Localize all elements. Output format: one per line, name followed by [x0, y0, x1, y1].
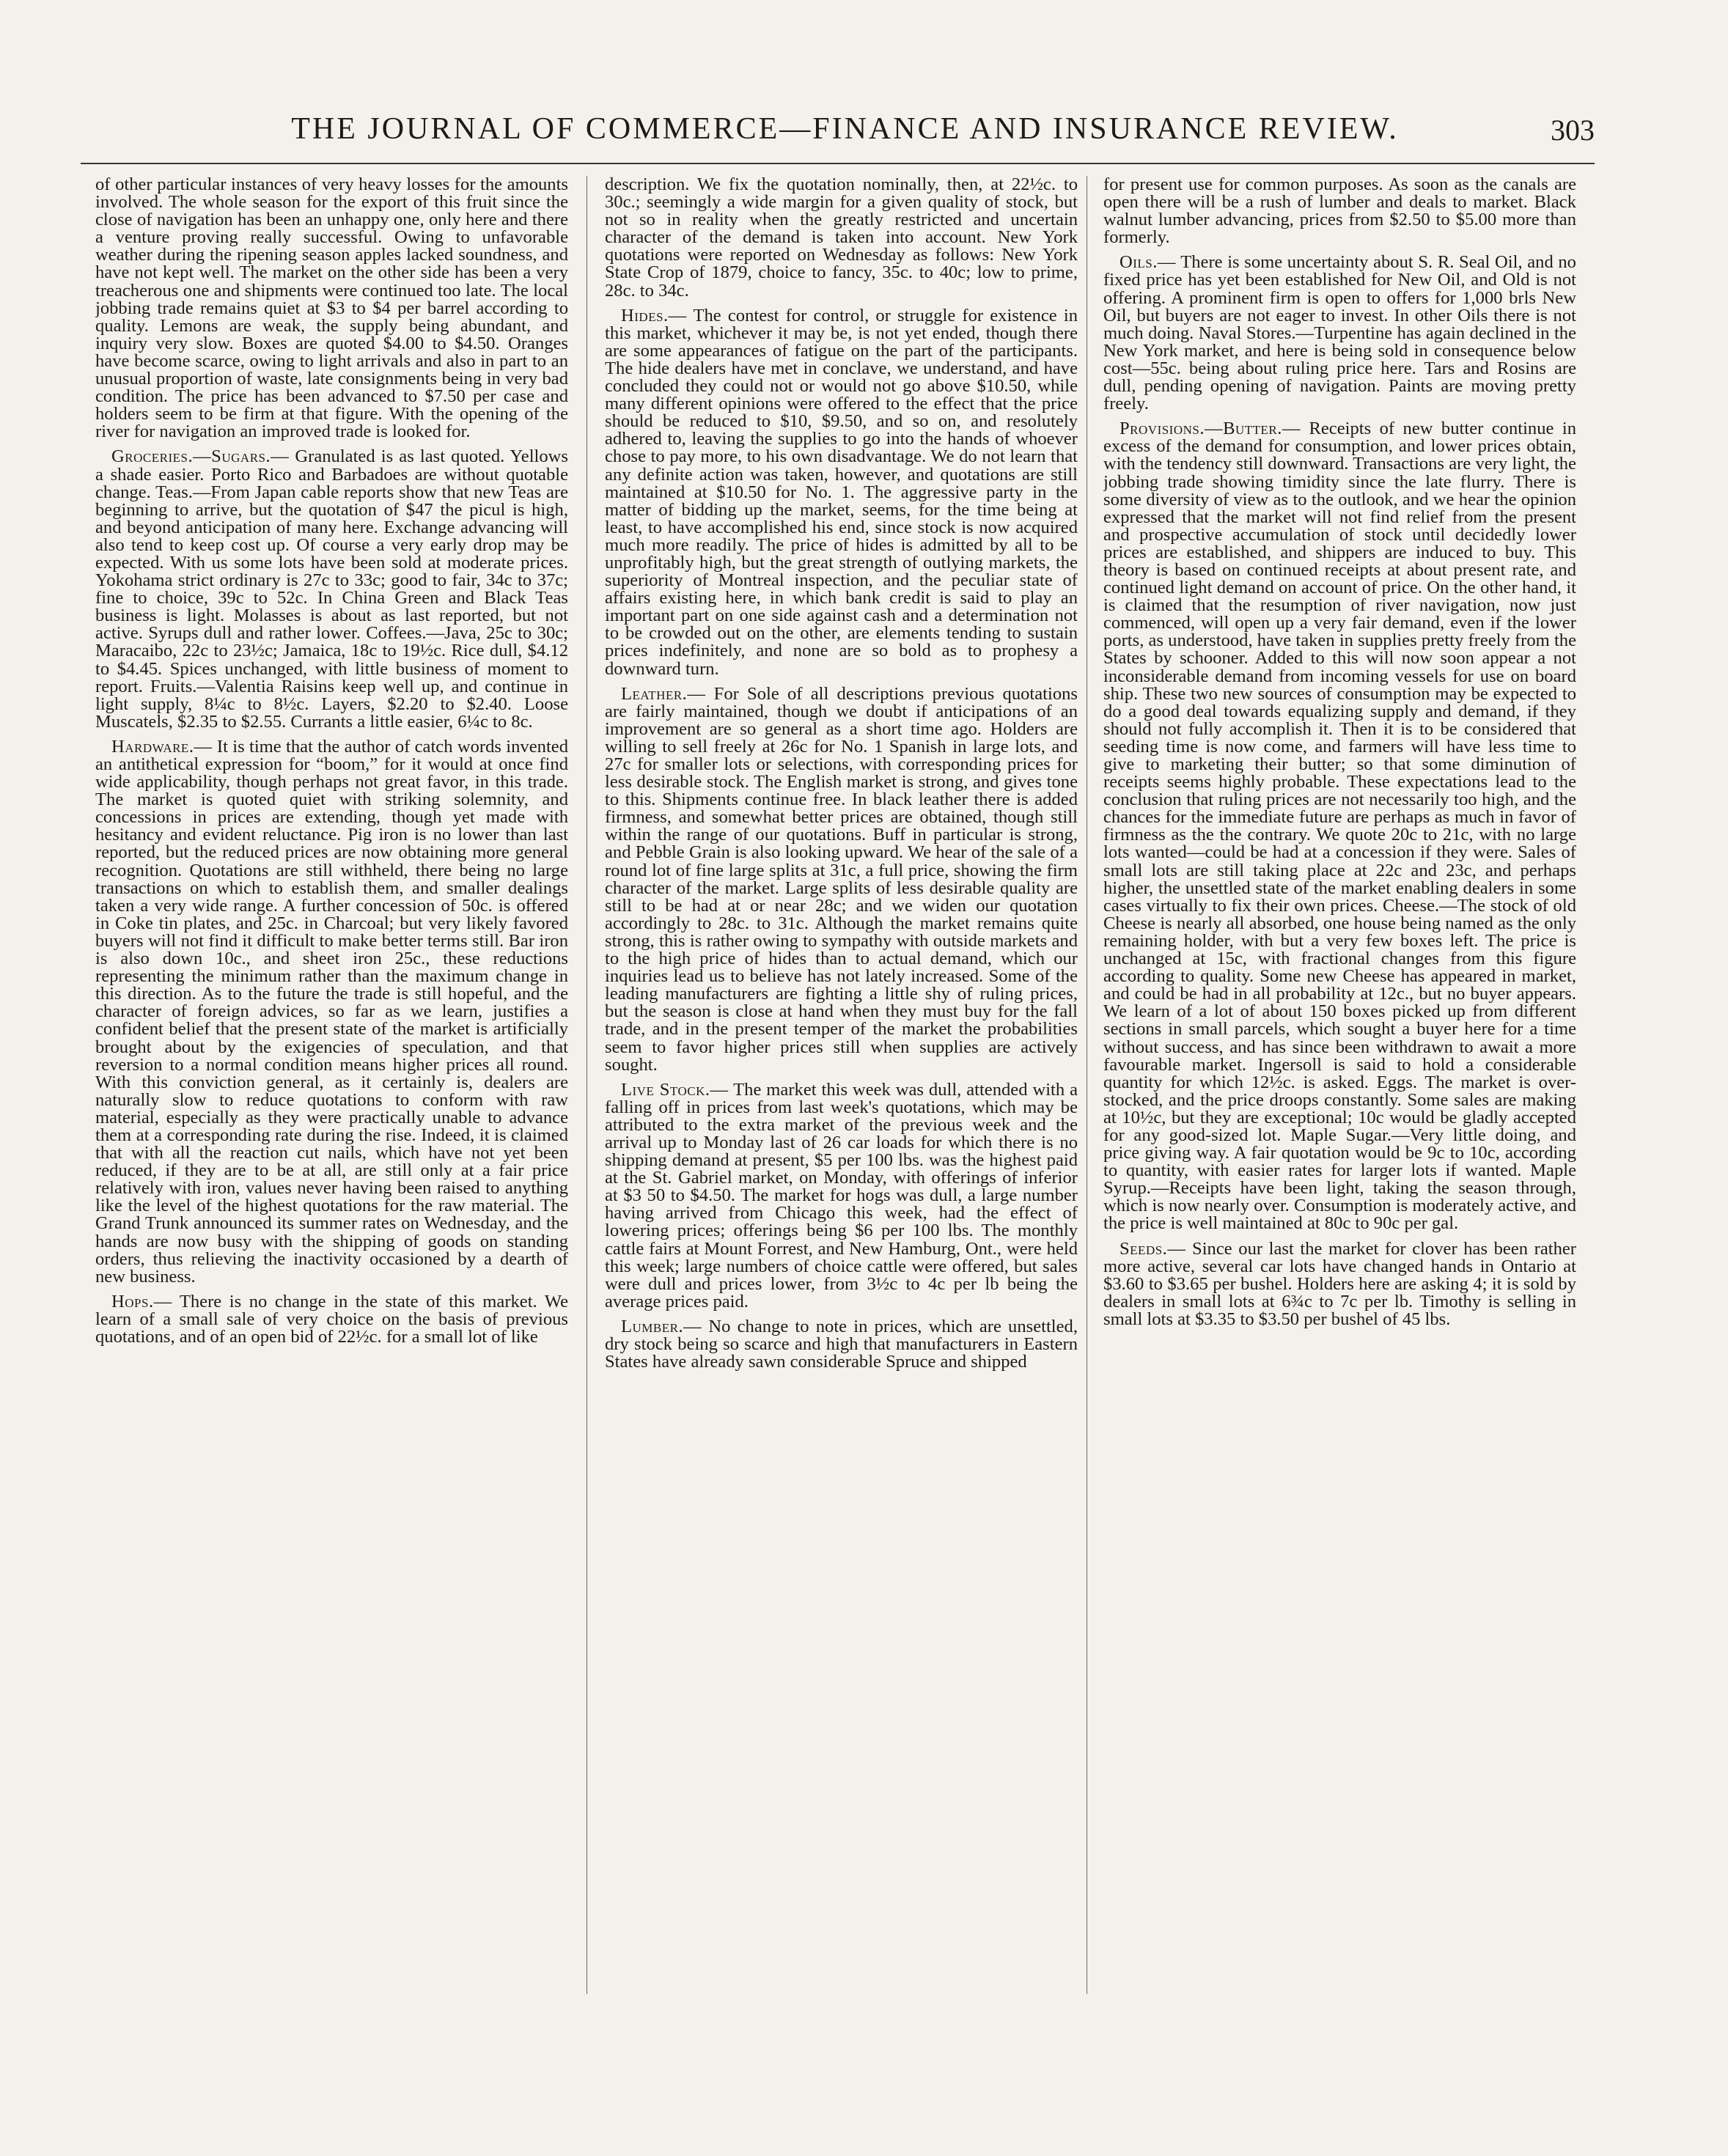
paragraph-text: Receipts of new butter continue in excess of the demand for consumption, and lower prices obtain, with the tendency still downward. Transactions are very light, the jobbing trade showing timidity since the late flurry. There is some diversity of view as to the outlook, and we hear the opinion expressed that the market will not find relief from the present and prospective accumulation of stock until decidedly lower prices are established, and shippers are induced to buy. This theory is based on continued receipts at about present rate, and continued light demand on account of price. On the other hand, it is claimed that the resumption of river navigation, now just commenced, will open up a very fair demand, even if the lower ports, as understood, have taken in supplies pretty freely from the States by schooner. Added to this will now soon appear a not inconsiderable demand from incoming vessels for use on board ship. These two new sources of consumption may be expected to do a good deal towards equalizing supply and demand, if they should not fully accomplish it. Then it is to be considered that seeding time is now come, and farmers will have less time to give to marketing their butter; so that some diminution of receipts seems highly probable. These expectations lead to the conclusion that ruling prices are not necessarily too high, and the chances for the immediate future are perhaps as much in favor of firmness as the the contrary. We quote 20c to 21c, with no large lots wanted—could be had at a concession if they were. Sales of small lots are still taking place at 22c and 23c, and perhaps higher, the unsettled state of the market enabling dealers in some cases virtually to fix their own prices. Cheese.—The stock of old Cheese is nearly all absorbed, one house being named as the only remaining holder, with but a very few boxes left. The price is unchanged at 15c, with fractional changes from this figure according to quality. Some new Cheese has appeared in market, and could be had in all probability at 12c., but no buyer appears. We learn of a lot of about 150 boxes picked up from different sections in small parcels, which sought a buyer here for a time without success, and has since been withdrawn to await a more favourable market. Ingersoll is said to hold a considerable quantity for which 12½c. is asked. Eggs. The market is over-stocked, and the price droops constantly. Some sales are making at 10½c, but they are exceptional; 10c would be gladly accepted for any good-sized lot. Maple Sugar.—Very little doing, and price giving way. A fair quotation would be 9c to 10c, according to quantity, with easier rates for larger lots if wanted. Maple Syrup.—Receipts have been light, taking the season through, which is now nearly over. Consumption is moderately active, and the price is well maintained at 80c to 90c per gal.: [1103, 419, 1576, 1234]
section-lead: Leather.—: [621, 683, 706, 704]
column-2: [605, 176, 1078, 1994]
paragraph-text: There is no change in the state of this market. We learn of a small sale of very choice on the basis of previous quotations, and of an open bid of 22½c. for a small lot of like: [95, 1291, 568, 1347]
running-title: THE JOURNAL OF COMMERCE—FINANCE AND INSURANCE REVIEW.: [291, 112, 1399, 146]
section-lead: Provisions.—Butter.—: [1119, 419, 1301, 439]
paragraph-text: of other particular instances of very heavy losses for the amounts involved. The whole season for the export of this fruit since the close of navigation has been an unhappy one, only here and there a venture proving really successful. Owing to unfavorable weather during the ripening season apples lacked soundness, and have not kept well. The market on the other side has been a very treacherous one and shipments were continued too late. The local jobbing trade remains quiet at $3 to $4 per barrel according to quality. Lemons are weak, the supply being abundant, and inquiry very slow. Boxes are quoted $4.00 to $4.50. Oranges have become scarce, owing to light arrivals and also in part to an unusual proportion of waste, late consignments being in very bad condition. The price has been advanced to $7.50 per case and holders seem to be firm at that figure. With the opening of the river for navigation an improved trade is looked for.: [95, 176, 568, 442]
paragraph: [1103, 1240, 1576, 1328]
paragraph-text: The market this week was dull, attended with a falling off in prices from last week's quotations, which may be attributed to the extra market of the previous week and the arrival up to Monday last of 26 car loads for which there is no shipping demand at present, $5 per 100 lbs. was the highest paid at the St. Gabriel market, on Monday, with offerings of inferior at $3 50 to $4.50. The market for hogs was dull, a large number having arrived from Chicago this week, had the effect of lowering prices; offerings being $6 per 100 lbs. The monthly cattle fairs at Mount Forrest, and New Hamburg, Ont., were held this week; large numbers of choice cattle were offered, but sales were dull and prices lower, from 3½c to 4c per lb being the average prices paid.: [605, 1079, 1078, 1311]
paragraph: [605, 1318, 1078, 1371]
paragraph: [1103, 420, 1576, 1232]
paragraph: [95, 738, 568, 1286]
page-number: 303: [1551, 114, 1595, 147]
paragraph-text: Granulated is as last quoted. Yellows a shade easier. Porto Rico and Barbadoes are without quotable change. Teas.—From Japan cable reports show that new Teas are beginning to arrive, but the quotation of $47 the picul is high, and beyond anticipation of many here. Exchange advancing will also tend to keep cost up. Of course a very early drop may be expected. With us some lots have been sold at moderate prices. Yokohama strict ordinary is 27c to 33c; good to fair, 34c to 37c; fine to choice, 39c to 52c. In China Green and Black Teas business is light. Molasses is about as last reported, but not active. Syrups dull and rather lower. Coffees.—Java, 25c to 30c; Maracaibo, 22c to 23½c; Jamaica, 18c to 19½c. Rice dull, $4.12 to $4.45. Spices unchanged, with little business of moment to report. Fruits.—Valentia Raisins keep well up, and continue in light supply, 8¼c to 8½c. Layers, $2.20 to $2.40. Loose Muscatels, $2.35 to $2.55. Currants a little easier, 6¼c to 8c.: [95, 446, 568, 732]
section-lead: Lumber.—: [621, 1316, 702, 1336]
paragraph-text: Since our last the market for clover has been rather more active, several car lots have changed hands in Ontario at $3.60 to $3.65 per bushel. Holders here are asking 4; it is sold by dealers in small lots at 6¾c to 7c per lb. Timothy is selling in small lots at $3.35 to $3.50 per bushel of 45 lbs.: [1103, 1238, 1576, 1329]
section-lead: Groceries.—Sugars.—: [111, 446, 290, 467]
paragraph-text: description. We fix the quotation nominally, then, at 22½c. to 30c.; seemingly a wide margin for a given quality of stock, but not so in reality when the greatly restricted and uncertain character of the demand is taken into account. New York quotations were reported on Wednesday as follows: New York State Crop of 1879, choice to fancy, 35c. to 40c; low to prime, 28c. to 34c.: [605, 176, 1078, 301]
section-lead: Oils.—: [1119, 252, 1177, 273]
paragraph-text: for present use for common purposes. As soon as the canals are open there will be a rush of lumber and deals to market. Black walnut lumber advancing, prices from $2.50 to $5.00 more than formerly.: [1103, 176, 1576, 248]
section-lead: Hides.—: [621, 305, 687, 325]
section-lead: Hardware.—: [111, 736, 213, 757]
paragraph: [1103, 176, 1576, 246]
column-1: [95, 176, 568, 1994]
section-lead: Seeds.—: [1119, 1238, 1186, 1259]
paragraph: [605, 1081, 1078, 1311]
header-rule: [81, 163, 1595, 164]
paragraph-text: There is some uncertainty about S. R. Seal Oil, and no fixed price has yet been established for New Oil, and Old is not offering. A prominent firm is open to offers for 1,000 brls New Oil, but buyers are not eager to invest. In other Oils there is not much doing. Naval Stores.—Turpentine has again declined in the New York market, and here is being sold in consequence below cost—55c. being about ruling price here. Tars and Rosins are dull, pending opening of navigation. Paints are moving pretty freely.: [1103, 252, 1576, 414]
paragraph-text: For Sole of all descriptions previous quotations are fairly maintained, though we doubt if anticipations of an improvement are so general as a short time ago. Holders are willing to sell freely at 26c for No. 1 Spanish in large lots, and 27c for smaller lots or selections, with corresponding prices for less desirable stock. The English market is strong, and gives tone to this. Shipments continue free. In black leather there is added firmness, and somewhat better prices are obtained, though still within the range of our quotations. Buff in particular is strong, and Pebble Grain is also looking upward. We hear of the sale of a round lot of fine large splits at 31c, a full price, showing the firm character of the market. Large splits of less desirable quality are still to be had at or near 28c; and we widen our quotation accordingly to 28c. to 31c. Although the market remains quite strong, this is rather owing to sympathy with outside markets and to the high price of hides than to actual demand, which our inquiries lead us to believe has not lately increased. Some of the leading manufacturers are fighting a little shy of ruling prices, but the season is close at hand when they must buy for the fall trade, and in the present temper of the market the probabilities seem to favor higher prices still when supplies are actively sought.: [605, 683, 1078, 1075]
paragraph: [95, 1293, 568, 1346]
section-lead: Live Stock.—: [621, 1079, 729, 1100]
paragraph: [605, 685, 1078, 1074]
paragraph: [605, 307, 1078, 678]
paragraph-text: The contest for control, or struggle for existence in this market, whichever it may be, is not yet ended, though there are some appearances of fatigue on the part of the participants. The hide dealers have met in conclave, we understand, and have concluded they could not or would not go above $10.50, while many different opinions were offered to the effect that the price should be reduced to $10, $9.50, and so on, and resolutely adhered to, leaving the supplies to go into the hands of whoever chose to pay more, to his own disadvantage. We do not learn that any definite action was taken, however, and quotations are still maintained at $10.50 for No. 1. The aggressive party in the matter of bidding up the market, seems, for the time being at least, to have accomplished his end, since stock is now acquired much more readily. The price of hides is admitted by all to be unprofitably high, but the great strength of outlying markets, the superiority of Montreal inspection, and the peculiar state of affairs existing here, in which bank credit is said to play an important part on one side against cash and a determination not to be crowded out on the other, are elements tending to sustain prices indefinitely, and none are so bold as to prophesy a downward turn.: [605, 305, 1078, 679]
paragraph: [605, 176, 1078, 300]
column-3: [1103, 176, 1576, 1994]
section-lead: Hops.—: [111, 1291, 172, 1311]
paragraph-text: No change to note in prices, which are unsettled, dry stock being so scarce and high that manufacturers in Eastern States have already sawn considerable Spruce and shipped: [605, 1316, 1078, 1372]
paragraph: [95, 448, 568, 731]
paragraph: [1103, 254, 1576, 413]
paragraph-text: It is time that the author of catch words invented an antithetical expression for “boom,” for it would at once find wide applicability, though perhaps not great favor, in this trade. The market is quoted quiet with striking solemnity, and concessions in prices are extending, though yet made with hesitancy and evident reluctance. Pig iron is no lower than last reported, but the reduced prices are now obtaining more general recognition. Quotations are still withheld, there being no large transactions on which to establish them, and smaller dealings taken a very wide range. A further concession of 50c. is offered in Coke tin plates, and 25c. in Charcoal; but very likely favored buyers will not find it difficult to make better terms still. Bar iron is also down 10c., and sheet iron 25c., these reductions representing the minimum rather than the maximum change in this direction. As to the future the trade is still hopeful, and the character of foreign advices, so far as we learn, justifies a confident belief that the present state of the market is artificially brought about by the exigencies of speculation, and that reversion to a normal condition means higher prices all round. With this conviction general, as it certainly is, dealers are naturally slow to reduce quotations to conform with raw material, especially as they were practically unable to advance them at a corresponding rate during the rise. Indeed, it is claimed that with all the reaction cut nails, which have not yet been reduced, if they are to be at all, are still only at a fair price relatively with iron, values never having been raised to anything like the level of the highest quotations for the raw material. The Grand Trunk announced its summer rates on Wednesday, and the hands are now busy with the shipping of goods on standing orders, thus relieving the inactivity occasioned by a dearth of new business.: [95, 736, 568, 1287]
running-head: [95, 111, 1595, 155]
paragraph: [95, 176, 568, 441]
